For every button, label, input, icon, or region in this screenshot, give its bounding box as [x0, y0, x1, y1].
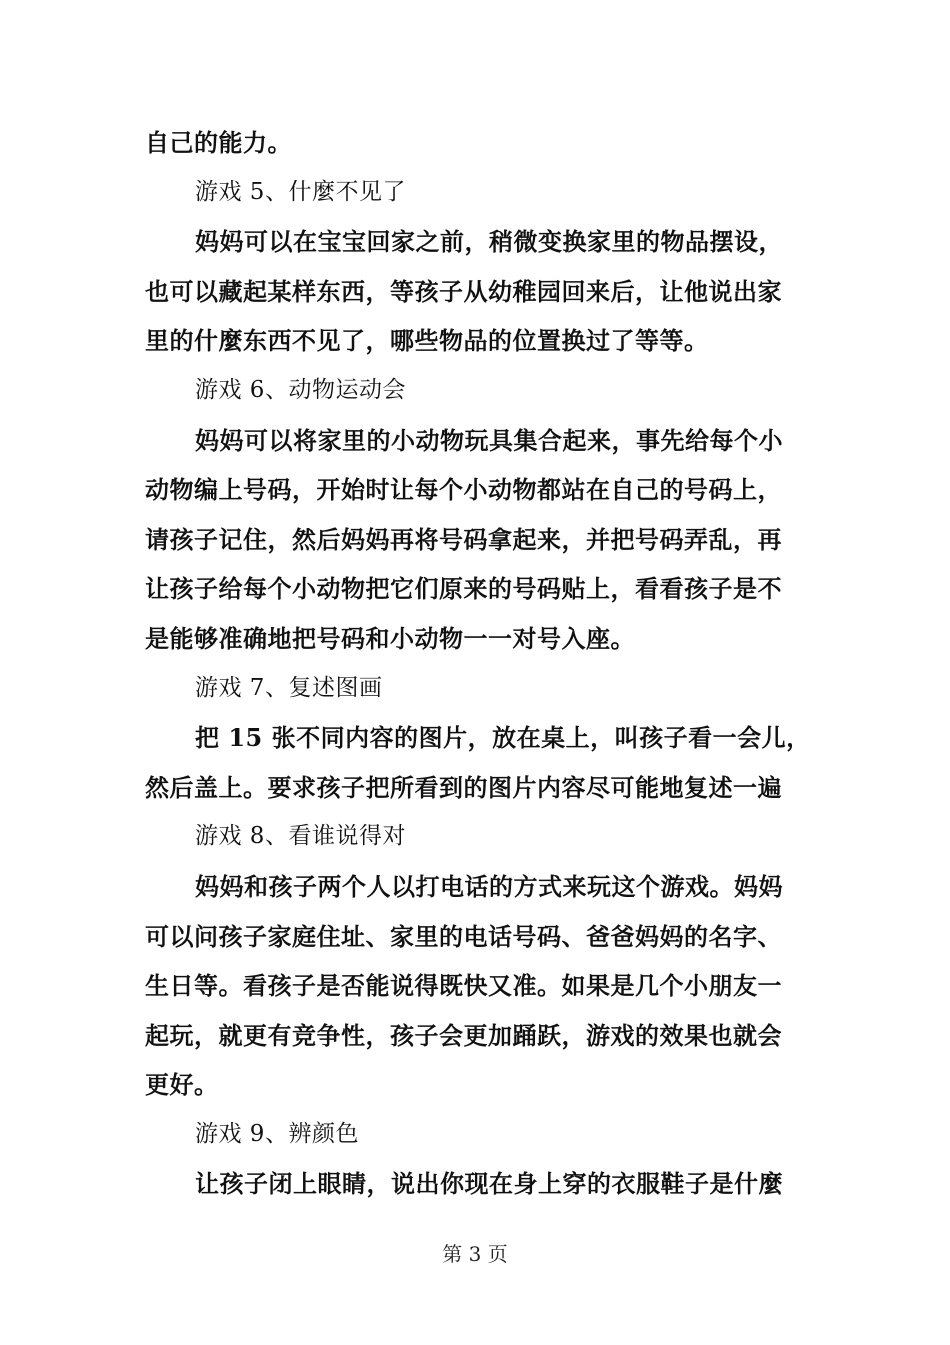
- text-line: 生日等。看孩子是否能说得既快又准。如果是几个小朋友一: [145, 971, 782, 1001]
- text-line: 动物编上号码，开始时让每个小动物都站在自己的号码上，: [145, 475, 782, 505]
- section-heading: 游戏 9、辨颜色: [195, 1120, 359, 1147]
- body-text: [145, 118, 810, 1209]
- text-line: 里的什麼东西不见了，哪些物品的位置换过了等等。: [145, 326, 709, 356]
- text-line: 妈妈和孩子两个人以打电话的方式来玩这个游戏。妈妈: [195, 871, 783, 901]
- section-heading: 游戏 5、什麼不见了: [195, 178, 406, 205]
- text-line: 起玩，就更有竞争性，孩子会更加踊跃，游戏的效果也就会: [145, 1020, 782, 1050]
- text-line: 可以问孩子家庭住址、家里的电话号码、爸爸妈妈的名字、: [145, 921, 782, 951]
- text-line: 更好。: [145, 1070, 219, 1100]
- page-number-footer: 第 3 页: [442, 1242, 508, 1266]
- text-line: 妈妈可以在宝宝回家之前，稍微变换家里的物品摆设，: [195, 227, 783, 257]
- text-line: 然后盖上。要求孩子把所看到的图片内容尽可能地复述一遍: [145, 772, 782, 802]
- section-heading: 游戏 8、看谁说得对: [195, 823, 406, 850]
- text-line: 请孩子记住，然后妈妈再将号码拿起来，并把号码弄乱，再: [145, 524, 782, 554]
- text-line: 妈妈可以将家里的小动物玩具集合起来，事先给每个小: [195, 425, 783, 455]
- section-heading: 游戏 7、复述图画: [195, 674, 383, 701]
- section-heading: 游戏 6、动物运动会: [195, 376, 406, 403]
- text-line: 把 15 张不同内容的图片，放在桌上，叫孩子看一会儿，: [195, 723, 811, 753]
- text-line: 自己的能力。: [145, 128, 292, 157]
- text-line: 让孩子给每个小动物把它们原来的号码贴上，看看孩子是不: [145, 574, 782, 604]
- text-line: 是能够准确地把号码和小动物一一对号入座。: [145, 623, 635, 653]
- text-line: 让孩子闭上眼睛，说出你现在身上穿的衣服鞋子是什麼: [195, 1169, 783, 1199]
- text-line: 也可以藏起某样东西，等孩子从幼稚园回来后，让他说出家: [145, 276, 782, 306]
